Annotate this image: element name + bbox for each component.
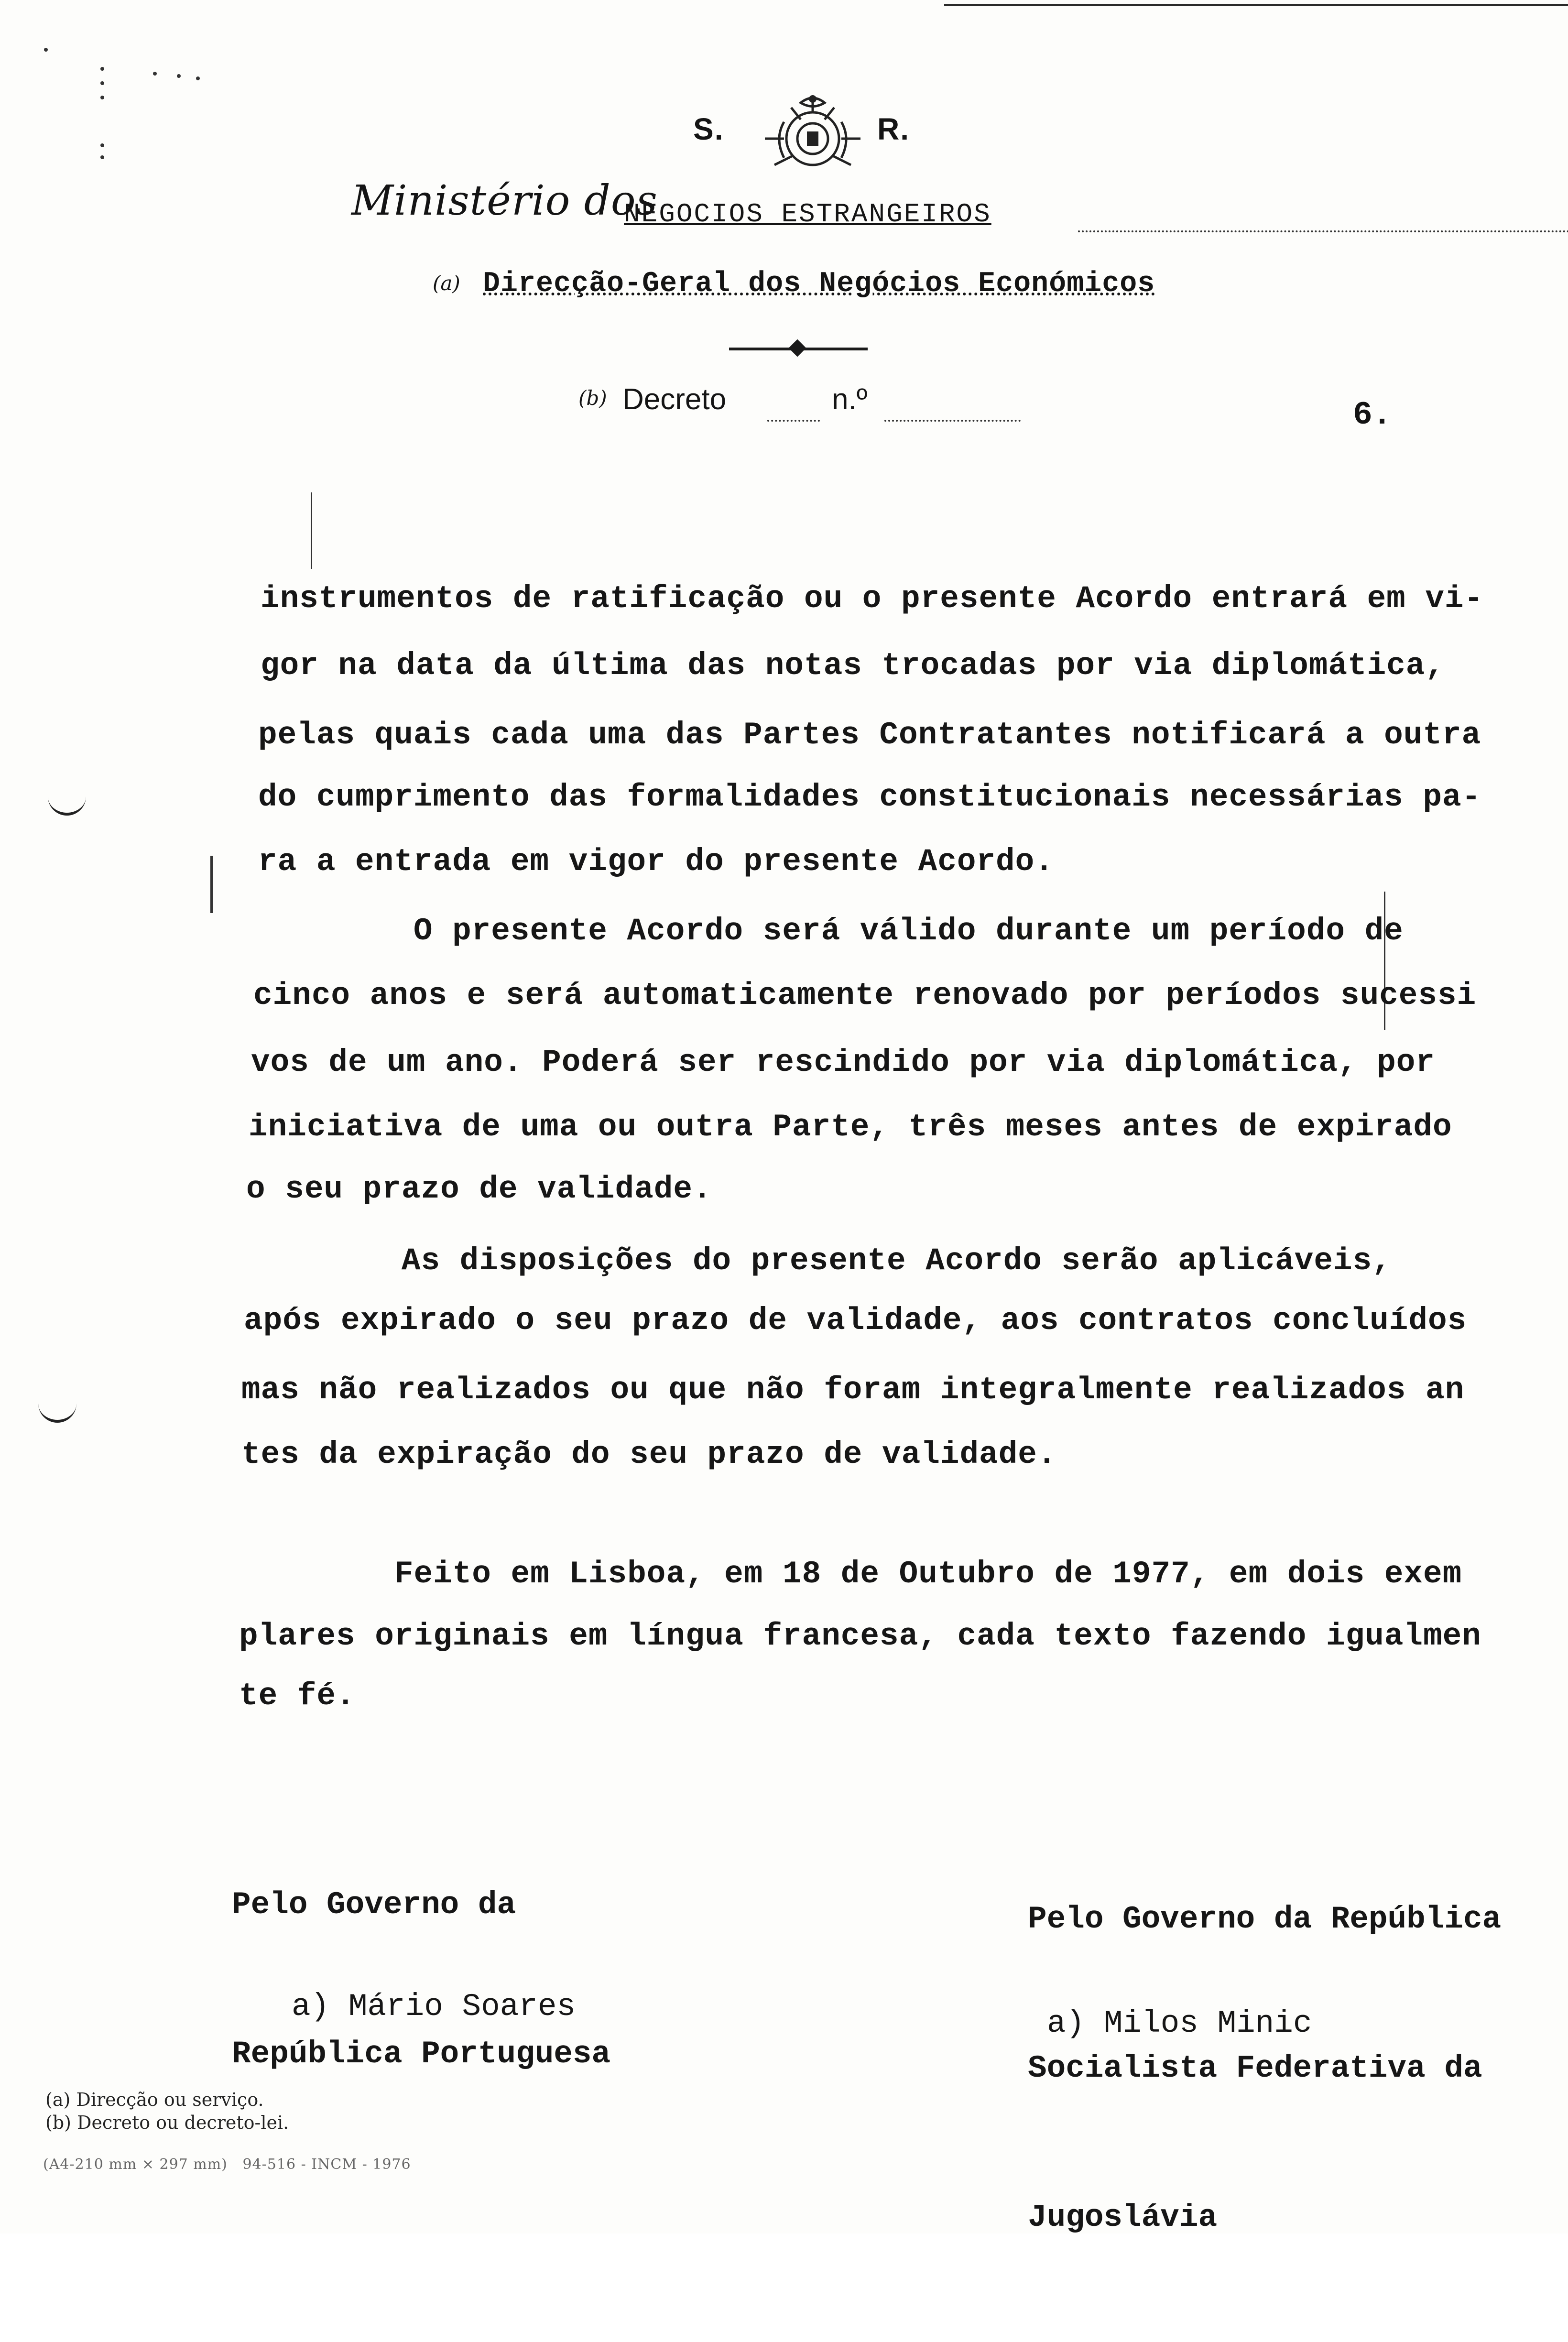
body-line: te fé.: [239, 1678, 356, 1714]
signature-line: Socialista Federativa da: [1028, 2050, 1482, 2086]
signature-line: Pelo Governo da: [232, 1887, 516, 1923]
page-number: 6.: [1353, 397, 1392, 434]
header-letter-r: R.: [877, 112, 910, 146]
footnote-a: (a) Direcção ou serviço.: [45, 2089, 264, 2110]
footnote-marker-b: (b): [578, 386, 607, 410]
ministry-script-label: Ministério dos: [351, 177, 658, 225]
body-line: cinco anos e será automaticamente renovado por períodos sucessi: [253, 978, 1477, 1013]
signature-block-yugoslavia: [1028, 1795, 1501, 2342]
margin-speck: [196, 76, 200, 80]
ministry-typed-name: NEGOCIOS ESTRANGEIROS: [624, 199, 991, 229]
top-edge-rule: [944, 4, 1568, 6]
body-line: O presente Acordo será válido durante um período de: [258, 913, 1404, 949]
margin-bar: [311, 492, 312, 569]
body-line: Feito em Lisboa, em 18 de Outubro de 1977, em dois exem: [239, 1556, 1462, 1592]
body-line: pelas quais cada uma das Partes Contratantes notificará a outra: [258, 717, 1481, 753]
body-line: plares originais em língua francesa, cada texto fazendo igualmen: [239, 1618, 1481, 1654]
margin-speck: [44, 48, 48, 52]
punch-hole-mark: [48, 794, 86, 816]
body-line: vos de um ano. Poderá ser rescindido por via diplomática, por: [251, 1045, 1435, 1080]
ministry-heading: [351, 177, 1250, 239]
body-line: iniciativa de uma ou outra Parte, três meses antes de expirado: [249, 1109, 1452, 1145]
margin-speck: [100, 155, 104, 159]
direccao-heading: [433, 268, 1341, 311]
signature-line: Jugoslávia: [1028, 2200, 1218, 2235]
margin-speck: [100, 81, 104, 85]
signatory-portugal: a) Mário Soares: [292, 1989, 576, 2025]
signature-line: República Portuguesa: [232, 2036, 611, 2072]
body-line: tes da expiração do seu prazo de validade.: [241, 1437, 1057, 1472]
header-seal-row: [688, 93, 937, 174]
coat-of-arms-icon: [755, 93, 870, 174]
printer-imprint: (A4-210 mm × 297 mm) 94-516 - INCM - 1976: [43, 2156, 411, 2173]
header-letter-s: S.: [693, 112, 724, 146]
margin-speck: [153, 72, 157, 76]
decreto-number-label: n.º: [832, 383, 868, 416]
body-line: instrumentos de ratificação ou o presente Acordo entrará em vi-: [261, 581, 1484, 617]
margin-speck: [177, 74, 181, 78]
margin-bar: [210, 856, 213, 913]
decreto-number-blank: [884, 420, 1021, 422]
signatory-yugoslavia: a) Milos Minic: [1047, 2005, 1312, 2041]
ministry-dotted-line: [1078, 230, 1568, 232]
body-line: o seu prazo de validade.: [246, 1171, 712, 1207]
decreto-field: [578, 382, 1056, 425]
signature-line: Pelo Governo da República: [1028, 1901, 1502, 1937]
margin-speck: [100, 143, 104, 147]
body-line: gor na data da última das notas trocadas por via diplomática,: [261, 648, 1445, 684]
body-line: do cumprimento das formalidades constitucionais necessárias pa-: [258, 779, 1481, 815]
footnote-b: (b) Decreto ou decreto-lei.: [45, 2112, 289, 2133]
direccao-name: Direcção-Geral dos Negócios Económicos: [483, 268, 1155, 300]
punch-hole-mark: [38, 1401, 76, 1423]
body-line: mas não realizados ou que não foram integralmente realizados an: [241, 1372, 1465, 1408]
separator-diamond-icon: [789, 339, 806, 357]
footnote-marker-a: (a): [433, 272, 460, 295]
body-line: As disposições do presente Acordo serão aplicáveis,: [246, 1243, 1392, 1279]
body-line: após expirado o seu prazo de validade, aos contratos concluídos: [244, 1303, 1467, 1339]
body-line: ra a entrada em vigor do presente Acordo.: [258, 844, 1054, 880]
decreto-dotted-blank: [767, 420, 820, 422]
margin-speck: [100, 67, 104, 71]
decreto-label: Decreto: [622, 383, 727, 416]
margin-speck: [100, 96, 104, 99]
